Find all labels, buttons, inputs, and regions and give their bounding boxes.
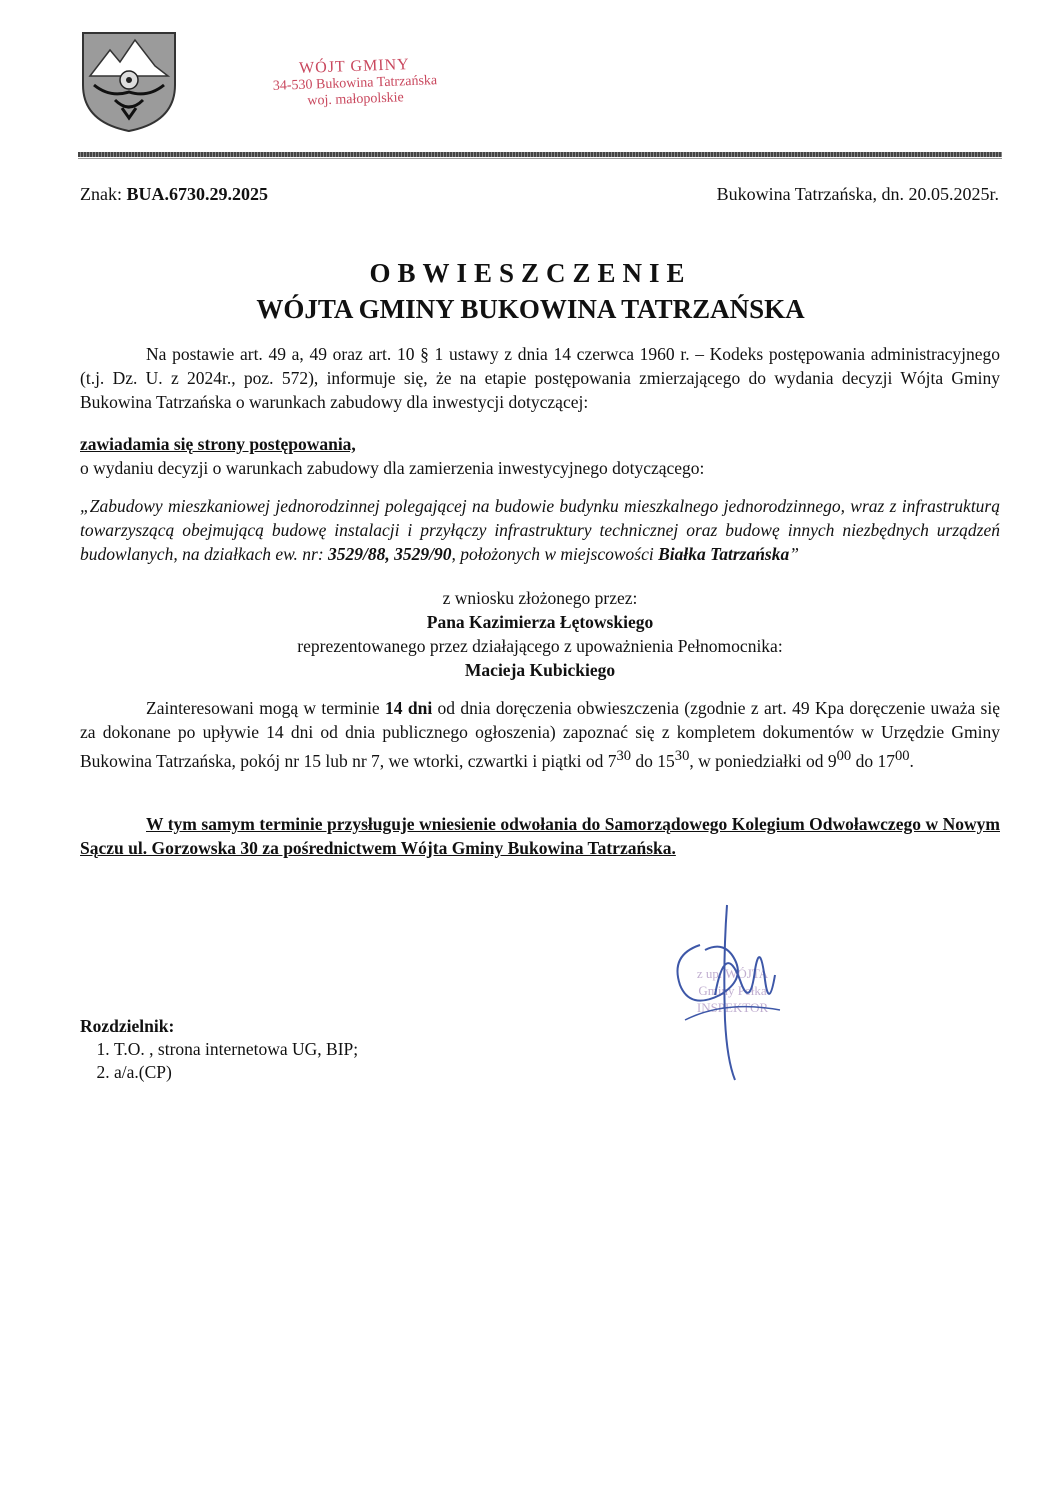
time-sup-4: 00: [894, 748, 910, 764]
inspection-days: 14 dni: [385, 698, 433, 718]
inspection-text-f: .: [909, 750, 914, 771]
signature-stamp-line-2: Gminy Pełka: [698, 983, 767, 998]
time-sup-1: 30: [616, 748, 632, 764]
time-sup-2: 30: [674, 748, 690, 764]
representative-name: Macieja Kubickiego: [464, 660, 616, 680]
inspection-text-c: do 15: [631, 750, 675, 771]
investment-quote-end: ”: [789, 544, 799, 564]
distribution-item: 1. T.O. , strona internetowa UG, BIP;: [114, 1038, 358, 1061]
stamp-line-3: woj. małopolskie: [307, 90, 405, 110]
header-rule-thin: [78, 158, 1002, 159]
paragraph-inspection: [80, 696, 1000, 773]
location-name: Białka Tatrzańska: [658, 544, 790, 564]
inspection-text-a: Zainteresowani mogą w terminie: [146, 698, 386, 718]
reference-label: Znak:: [80, 184, 122, 204]
time-sup-3: 00: [836, 748, 852, 764]
inspection-text-b: od dnia doręczenia obwieszczenia (zgodnie z art. 49 Kpa doręczenie uważa się za dokonane po upływie 14 dni od dnia publicznego ogłoszenia) zapoznać się z kompletem dokumentów w Urzędzie Gminy Bukowina Tatrzańska, pokój nr 15 lub nr 7, we wtorki, czwartki i piątki od 7: [80, 698, 1001, 771]
parcel-numbers: 3529/88, 3529/90: [328, 544, 452, 564]
reference-value: BUA.6730.29.2025: [126, 184, 269, 204]
header-rule: [78, 152, 1002, 157]
coat-of-arms-icon: [80, 30, 178, 134]
inspection-text-d: , w poniedziałki od 9: [689, 750, 837, 771]
paragraph-appeal: W tym samym terminie przysługuje wniesienie odwołania do Samorządowego Kolegium Odwoławczego w Nowym Sączu ul. Gorzowska 30 za pośrednictwem Wójta Gminy Bukowina Tatrzańska.: [80, 814, 1000, 858]
applicant-block: [80, 586, 1000, 682]
document-date: Bukowina Tatrzańska, dn. 20.05.2025r.: [716, 184, 999, 204]
representative-intro: reprezentowanego przez działającego z upoważnienia Pełnomocnika:: [297, 636, 783, 656]
applicant-intro: z wniosku złożonego przez:: [442, 588, 638, 608]
inspection-text-e: do 17: [851, 750, 895, 771]
stamp-line-2: 34-530 Bukowina Tatrzańska: [272, 73, 438, 95]
applicant-name: Pana Kazimierza Łętowskiego: [426, 612, 654, 632]
signature-stamp-line-1: z up. WÓJTA: [696, 966, 769, 981]
stamp-line-1: WÓJT GMINY: [298, 56, 410, 77]
paragraph-notice: [80, 432, 1000, 480]
reference-number: [80, 184, 268, 205]
handwritten-signature: [665, 900, 805, 1085]
office-stamp: [254, 55, 456, 113]
paragraph-legal-basis: Na postawie art. 49 a, 49 oraz art. 10 § 1 ustawy z dnia 14 czerwca 1960 r. – Kodeks postępowania administracyjnego (t.j. Dz. U. z 2024r., poz. 572), informuje się, że na etapie postępowania zmierzającego do wydania decyzji Wójta Gminy Bukowina Tatrzańska o warunkach zabudowy dla inwestycji dotyczącej:: [80, 344, 1000, 412]
signature-stamp-line-3: INSPEKTOR: [696, 1000, 769, 1015]
distribution-item: 2. a/a.(CP): [114, 1061, 358, 1084]
investment-text-a: „Zabudowy mieszkaniowej jednorodzinnej polegającej na budowie budynku mieszkalnego jednorodzinnego, wraz z infrastrukturą towarzyszącą obejmującą budowę instalacji i przyłączy infrastruktury technicznej oraz budowę innych niezbędnych urządzeń budowlanych, na działkach ew. nr:: [80, 496, 1000, 564]
document-title: [0, 255, 1061, 327]
paragraph-investment: [80, 494, 1000, 566]
notice-heading: zawiadamia się strony postępowania,: [80, 434, 356, 454]
distribution-heading: Rozdzielnik:: [80, 1016, 175, 1036]
title-line-1: OBWIESZCZENIE: [369, 258, 692, 288]
notice-text: o wydaniu decyzji o warunkach zabudowy dla zamierzenia inwestycyjnego dotyczącego:: [80, 458, 705, 478]
title-line-2: WÓJTA GMINY BUKOWINA TATRZAŃSKA: [256, 294, 805, 324]
distribution-list: [80, 1015, 358, 1084]
investment-text-b: , położonych w miejscowości: [451, 544, 659, 564]
